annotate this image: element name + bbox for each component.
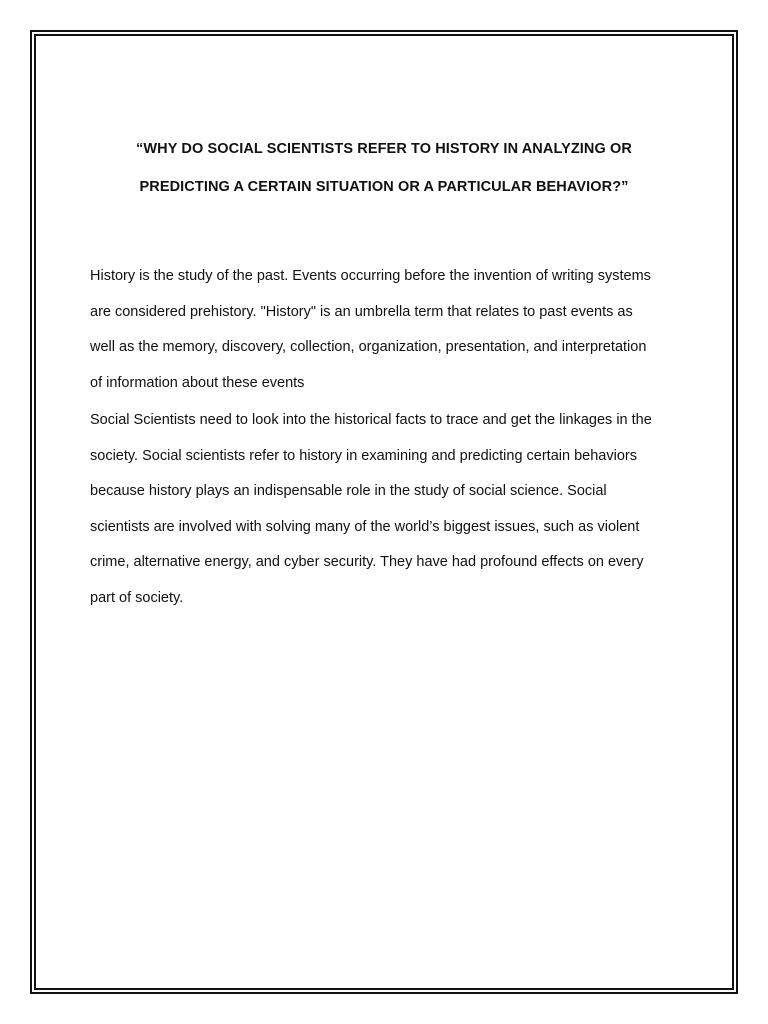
paragraph-2-line-2: society. Social scientists refer to history in examining and predicting certain behaviors <box>90 447 637 464</box>
paragraph-1-line-3: well as the memory, discovery, collection, organization, presentation, and interpretation <box>90 339 647 355</box>
paragraph-2-line-5: crime, alternative energy, and cyber security. They have had profound effects on every <box>90 554 644 570</box>
title-line-1: “WHY DO SOCIAL SCIENTISTS REFER TO HISTORY IN ANALYZING OR <box>136 141 632 157</box>
paragraph-2-line-1: Social Scientists need to look into the historical facts to trace and get the linkages in the <box>90 412 652 428</box>
paragraph-2 <box>90 403 690 616</box>
paragraph-1 <box>90 259 690 401</box>
paragraph-1-line-2: are considered prehistory. "History" is an umbrella term that relates to past events as <box>90 303 633 320</box>
title-line-2: PREDICTING A CERTAIN SITUATION OR A PARTICULAR BEHAVIOR?” <box>139 179 629 195</box>
paragraph-2-line-4: scientists are involved with solving many of the world’s biggest issues, such as violent <box>90 518 640 535</box>
paragraph-1-line-4: of information about these events <box>90 374 305 391</box>
paragraph-1-line-1: History is the study of the past. Events occurring before the invention of writing systems <box>90 268 651 284</box>
document-title <box>60 130 708 206</box>
document-body <box>90 259 690 616</box>
paragraph-2-line-6: part of society. <box>90 589 184 606</box>
paragraph-2-line-3: because history plays an indispensable role in the study of social science. Social <box>90 483 607 499</box>
